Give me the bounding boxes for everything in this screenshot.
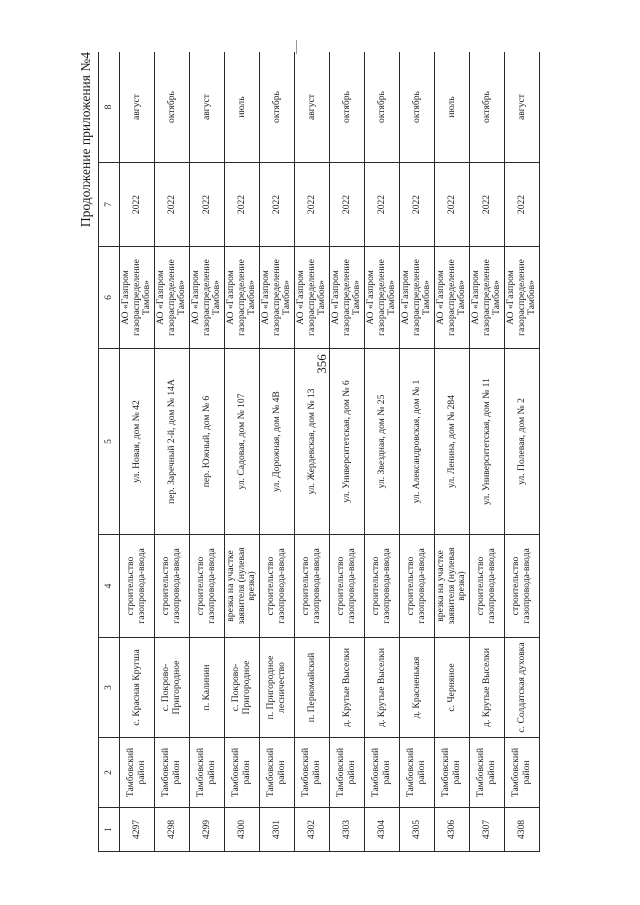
month-cell: август bbox=[505, 52, 540, 163]
header-cell: 7 bbox=[99, 163, 120, 247]
year-cell: 2022 bbox=[470, 163, 505, 247]
address-cell: пер. Заречный 2-й, дом № 14А bbox=[155, 349, 190, 535]
table-row bbox=[365, 52, 400, 852]
year-cell: 2022 bbox=[225, 163, 260, 247]
year-cell: 2022 bbox=[330, 163, 365, 247]
month-cell: октябрь bbox=[400, 52, 435, 163]
page-number-text: 356 bbox=[314, 354, 329, 374]
table-row bbox=[470, 52, 505, 852]
district-cell: Тамбовский район bbox=[365, 738, 400, 808]
address-cell: ул. Новая, дом № 42 bbox=[120, 349, 155, 535]
settlement-cell: д. Крутые Выселки bbox=[470, 638, 505, 738]
year-cell: 2022 bbox=[435, 163, 470, 247]
district-cell: Тамбовский район bbox=[260, 738, 295, 808]
settlement-cell: с. Черняное bbox=[435, 638, 470, 738]
address-cell: ул. Звездная, дом № 25 bbox=[365, 349, 400, 535]
work-type-cell: строительство газопровода-ввода bbox=[190, 535, 225, 638]
address-cell: ул. Университетская, дом № 6 bbox=[330, 349, 365, 535]
organization-cell: АО «Газпром газораспределение Тамбов» bbox=[225, 247, 260, 349]
appendix-caption: Продолжение приложения №4 bbox=[78, 52, 93, 228]
month-cell: октябрь bbox=[365, 52, 400, 163]
header-cell: 1 bbox=[99, 808, 120, 852]
settlement-cell: п. Первомайский bbox=[295, 638, 330, 738]
month-cell: октябрь bbox=[260, 52, 295, 163]
row-number: 4302 bbox=[295, 808, 330, 852]
address-cell: ул. Университетская, дом № 11 bbox=[470, 349, 505, 535]
district-cell: Тамбовский район bbox=[435, 738, 470, 808]
rotated-content bbox=[78, 52, 564, 852]
month-cell: июль bbox=[225, 52, 260, 163]
work-type-cell: строительство газопровода-ввода bbox=[470, 535, 505, 638]
month-cell: июль bbox=[435, 52, 470, 163]
organization-cell: АО «Газпром газораспределение Тамбов» bbox=[505, 247, 540, 349]
settlement-cell: д. Красненькая bbox=[400, 638, 435, 738]
address-cell: ул. Жердевская, дом № 13 bbox=[295, 349, 330, 535]
row-number: 4305 bbox=[400, 808, 435, 852]
rotated-page-area bbox=[78, 52, 564, 852]
organization-cell: АО «Газпром газораспределение Тамбов» bbox=[400, 247, 435, 349]
work-type-cell: строительство газопровода-ввода bbox=[260, 535, 295, 638]
row-number: 4297 bbox=[120, 808, 155, 852]
month-cell: октябрь bbox=[470, 52, 505, 163]
month-cell: август bbox=[120, 52, 155, 163]
table-row bbox=[330, 52, 365, 852]
table-row bbox=[435, 52, 470, 852]
row-number: 4306 bbox=[435, 808, 470, 852]
district-cell: Тамбовский район bbox=[120, 738, 155, 808]
header-cell: 4 bbox=[99, 535, 120, 638]
organization-cell: АО «Газпром газораспределение Тамбов» bbox=[155, 247, 190, 349]
header-cell: 3 bbox=[99, 638, 120, 738]
row-number: 4304 bbox=[365, 808, 400, 852]
work-type-cell: строительство газопровода-ввода bbox=[365, 535, 400, 638]
year-cell: 2022 bbox=[120, 163, 155, 247]
row-number: 4298 bbox=[155, 808, 190, 852]
district-cell: Тамбовский район bbox=[155, 738, 190, 808]
district-cell: Тамбовский район bbox=[505, 738, 540, 808]
organization-cell: АО «Газпром газораспределение Тамбов» bbox=[365, 247, 400, 349]
settlement-cell: с. Покрово-Пригородное bbox=[225, 638, 260, 738]
header-row bbox=[99, 52, 120, 852]
organization-cell: АО «Газпром газораспределение Тамбов» bbox=[120, 247, 155, 349]
work-type-cell: строительство газопровода-ввода bbox=[330, 535, 365, 638]
organization-cell: АО «Газпром газораспределение Тамбов» bbox=[435, 247, 470, 349]
table-row bbox=[260, 52, 295, 852]
header-cell: 2 bbox=[99, 738, 120, 808]
organization-cell: АО «Газпром газораспределение Тамбов» bbox=[260, 247, 295, 349]
work-type-cell: строительство газопровода-ввода bbox=[400, 535, 435, 638]
table-row bbox=[505, 52, 540, 852]
district-cell: Тамбовский район bbox=[470, 738, 505, 808]
address-cell: ул. Дорожная, дом № 4В bbox=[260, 349, 295, 535]
settlement-cell: с. Красная Кругша bbox=[120, 638, 155, 738]
address-cell: ул. Полевая, дом № 2 bbox=[505, 349, 540, 535]
address-cell: ул. Садовая, дом № 107 bbox=[225, 349, 260, 535]
work-type-cell: строительство газопровода-ввода bbox=[120, 535, 155, 638]
year-cell: 2022 bbox=[260, 163, 295, 247]
settlement-cell: п. Пригородное лесничество bbox=[260, 638, 295, 738]
header-cell: 6 bbox=[99, 247, 120, 349]
organization-cell: АО «Газпром газораспределение Тамбов» bbox=[295, 247, 330, 349]
row-number: 4303 bbox=[330, 808, 365, 852]
address-cell: ул. Александровская, дом № 1 bbox=[400, 349, 435, 535]
month-cell: октябрь bbox=[330, 52, 365, 163]
address-cell: пер. Южный, дом № 6 bbox=[190, 349, 225, 535]
organization-cell: АО «Газпром газораспределение Тамбов» bbox=[330, 247, 365, 349]
table-row bbox=[400, 52, 435, 852]
year-cell: 2022 bbox=[190, 163, 225, 247]
work-type-cell: строительство газопровода-ввода bbox=[295, 535, 330, 638]
district-cell: Тамбовский район bbox=[400, 738, 435, 808]
district-cell: Тамбовский район bbox=[295, 738, 330, 808]
register-table bbox=[98, 52, 540, 852]
table-row bbox=[120, 52, 155, 852]
year-cell: 2022 bbox=[155, 163, 190, 247]
year-cell: 2022 bbox=[400, 163, 435, 247]
work-type-cell: строительство газопровода-ввода bbox=[505, 535, 540, 638]
month-cell: август bbox=[295, 52, 330, 163]
settlement-cell: п. Калинин bbox=[190, 638, 225, 738]
year-cell: 2022 bbox=[505, 163, 540, 247]
organization-cell: АО «Газпром газораспределение Тамбов» bbox=[470, 247, 505, 349]
row-number: 4300 bbox=[225, 808, 260, 852]
settlement-cell: д. Крутые Выселки bbox=[365, 638, 400, 738]
work-type-cell: врезка на участке заявителя (нулевая врезка) bbox=[435, 535, 470, 638]
row-number: 4307 bbox=[470, 808, 505, 852]
district-cell: Тамбовский район bbox=[190, 738, 225, 808]
settlement-cell: с. Покрово-Пригородное bbox=[155, 638, 190, 738]
settlement-cell: с. Солдатская духовка bbox=[505, 638, 540, 738]
table-row bbox=[295, 52, 330, 852]
row-number: 4299 bbox=[190, 808, 225, 852]
month-cell: октябрь bbox=[155, 52, 190, 163]
work-type-cell: строительство газопровода-ввода bbox=[155, 535, 190, 638]
month-cell: август bbox=[190, 52, 225, 163]
header-cell: 5 bbox=[99, 349, 120, 535]
work-type-cell: врезка на участке заявителя (нулевая врезка) bbox=[225, 535, 260, 638]
header-cell: 8 bbox=[99, 52, 120, 163]
row-number: 4301 bbox=[260, 808, 295, 852]
settlement-cell: д. Крутые Выселки bbox=[330, 638, 365, 738]
district-cell: Тамбовский район bbox=[225, 738, 260, 808]
table-row bbox=[225, 52, 260, 852]
district-cell: Тамбовский район bbox=[330, 738, 365, 808]
table-row bbox=[190, 52, 225, 852]
table-row bbox=[155, 52, 190, 852]
organization-cell: АО «Газпром газораспределение Тамбов» bbox=[190, 247, 225, 349]
address-cell: ул. Ленина, дом № 284 bbox=[435, 349, 470, 535]
row-number: 4308 bbox=[505, 808, 540, 852]
year-cell: 2022 bbox=[295, 163, 330, 247]
year-cell: 2022 bbox=[365, 163, 400, 247]
